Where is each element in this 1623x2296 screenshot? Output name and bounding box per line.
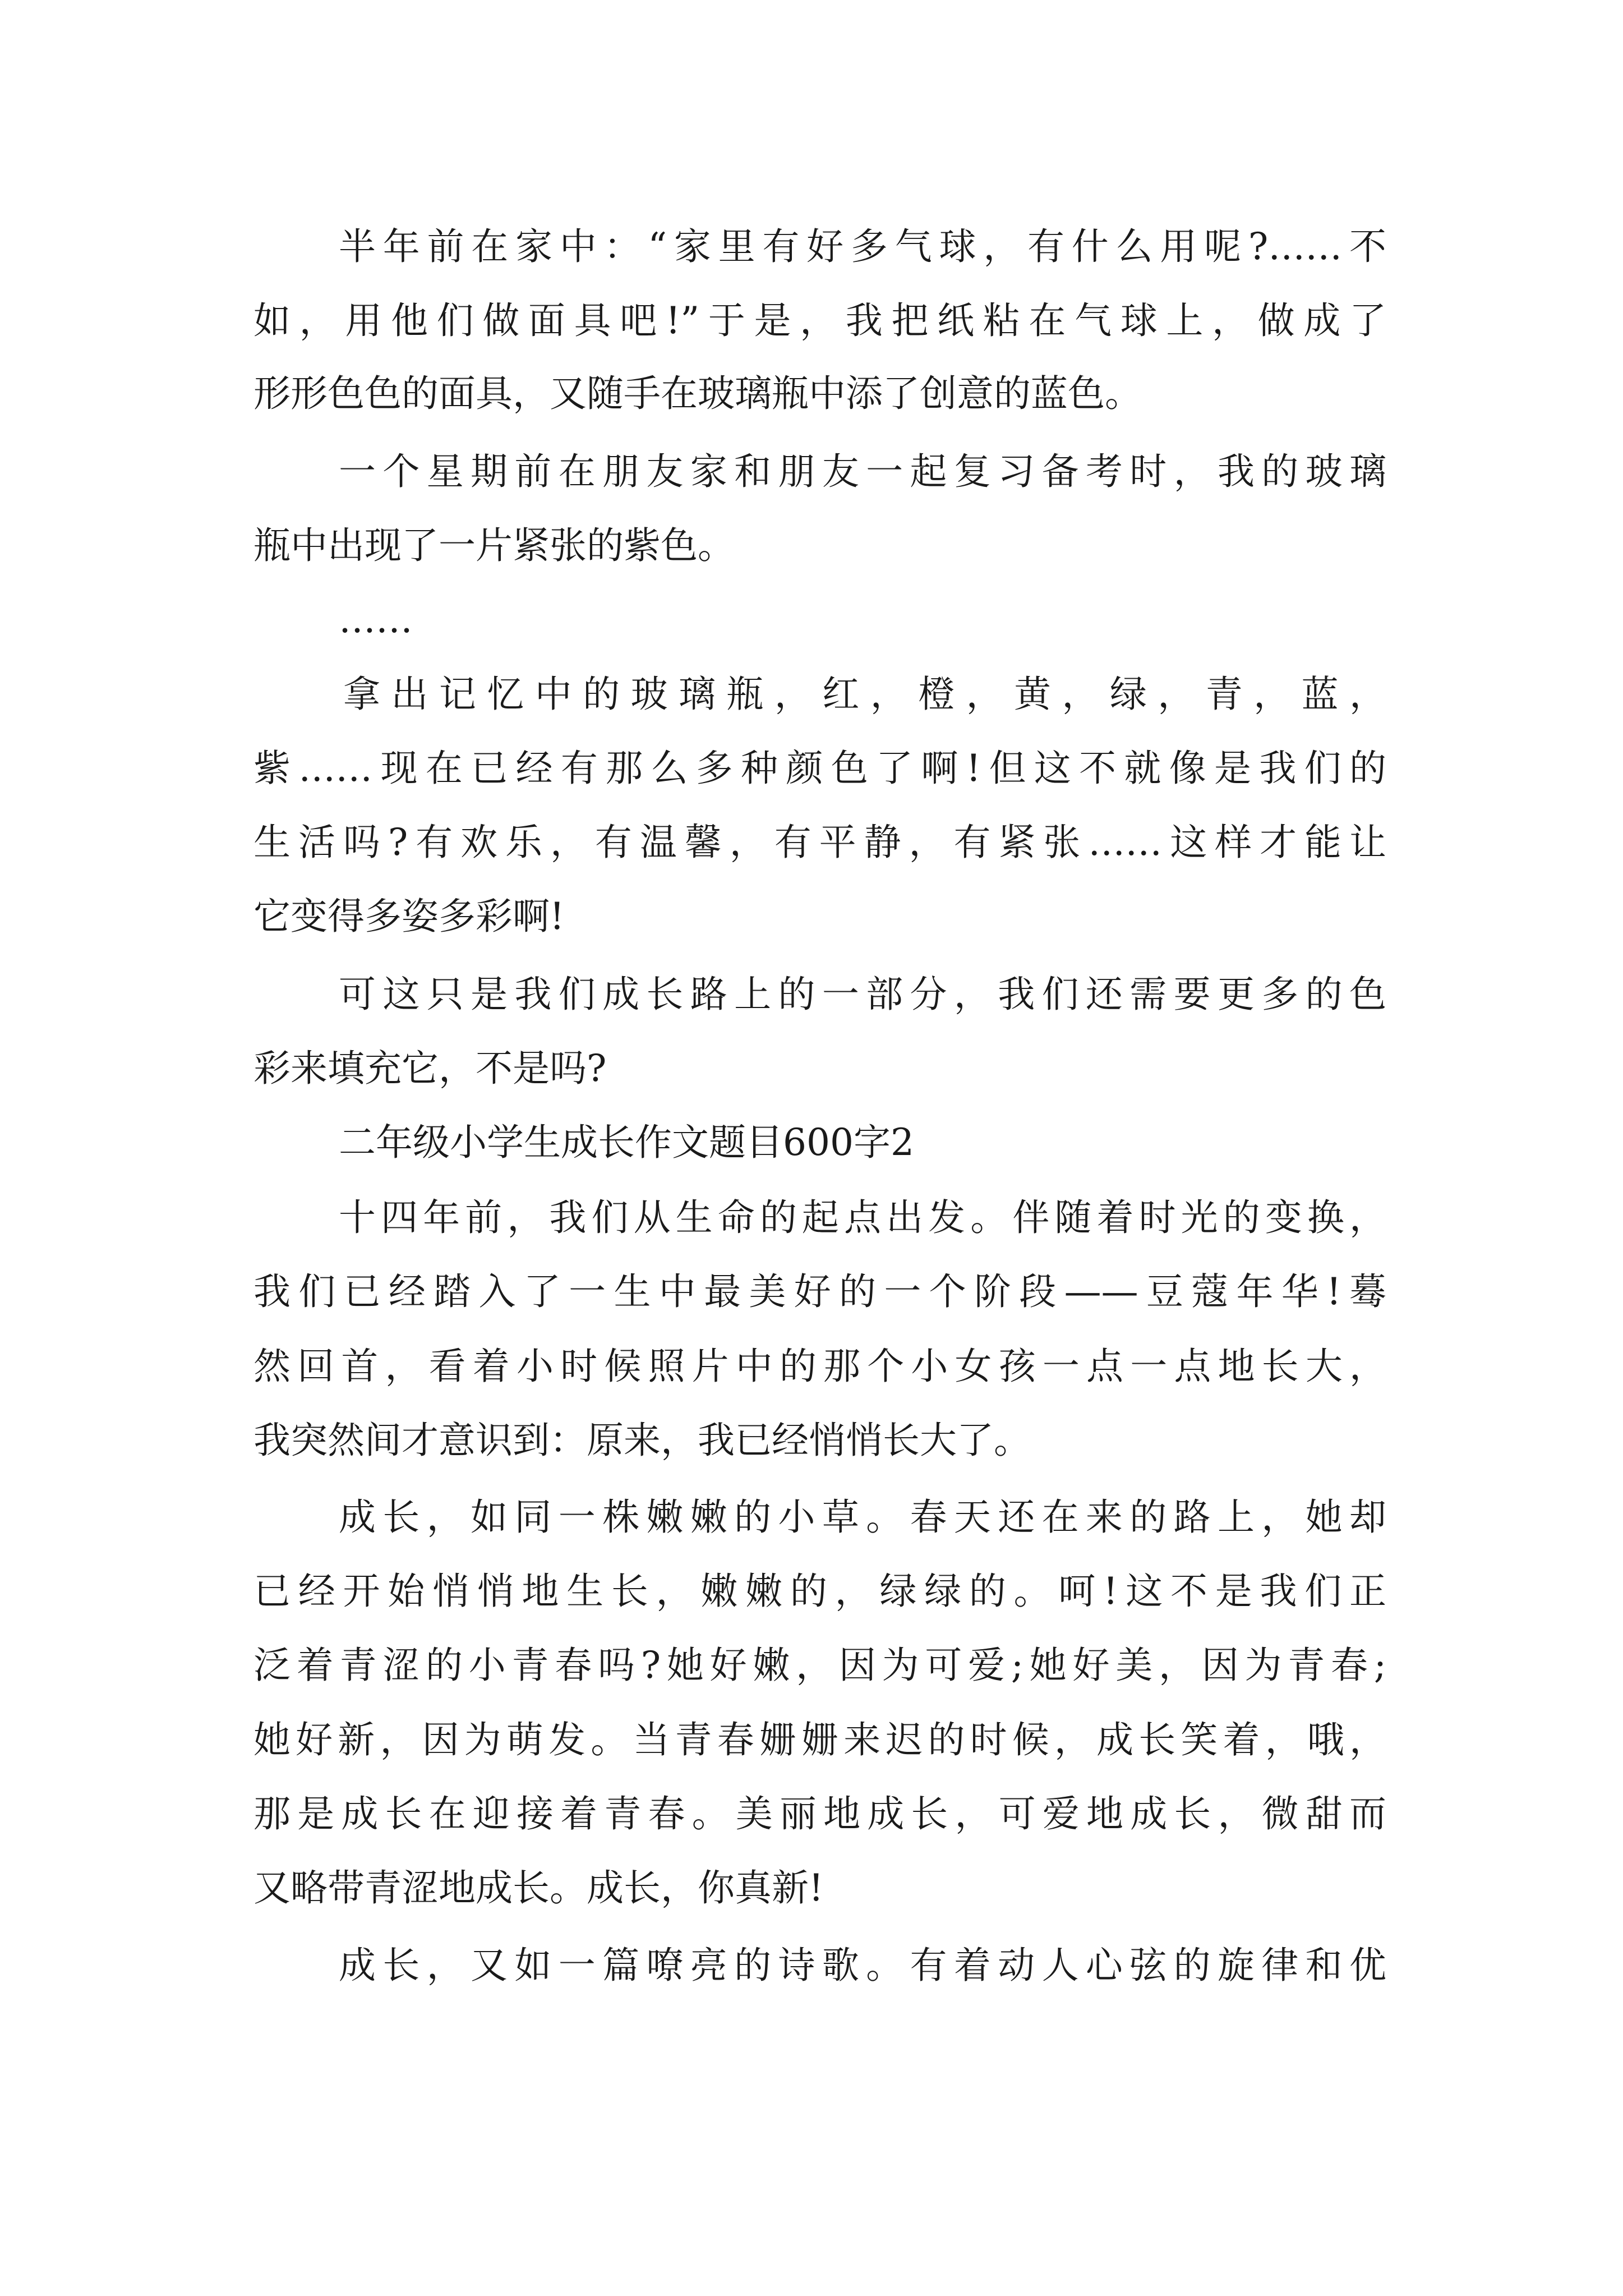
paragraph-line: 生活吗?有欢乐，有温馨，有平静，有紧张……这样才能让 [253, 821, 1386, 864]
paragraph-line: 拿出记忆中的玻璃瓶，红，橙，黄，绿，青，蓝， [343, 673, 1386, 716]
paragraph-line: 紫……现在已经有那么多种颜色了啊!但这不就像是我们的 [253, 747, 1386, 790]
paragraph-line: 如，用他们做面具吧!”于是，我把纸粘在气球上，做成了 [253, 299, 1386, 342]
paragraph-line: 一个星期前在朋友家和朋友一起复习备考时，我的玻璃 [339, 450, 1386, 493]
paragraph-line: …… [339, 598, 413, 641]
paragraph-line: 半年前在家中：“家里有好多气球，有什么用呢?……不 [339, 225, 1386, 268]
paragraph-line: 泛着青涩的小青春吗?她好嫩，因为可爱;她好美，因为青春; [253, 1644, 1386, 1687]
paragraph-line: 我们已经踏入了一生中最美好的一个阶段——豆蔻年华!蓦 [253, 1270, 1386, 1313]
section-heading: 二年级小学生成长作文题目600字2 [339, 1121, 914, 1164]
paragraph-line: 成长，又如一篇嘹亮的诗歌。有着动人心弦的旋律和优 [339, 1944, 1386, 1987]
paragraph-line: 然回首，看着小时候照片中的那个小女孩一点一点地长大， [253, 1345, 1386, 1388]
paragraph-line: 那是成长在迎接着青春。美丽地成长，可爱地成长，微甜而 [253, 1792, 1386, 1835]
paragraph-line: 已经开始悄悄地生长，嫩嫩的，绿绿的。呵!这不是我们正 [253, 1570, 1386, 1613]
paragraph-line: 又略带青涩地成长。成长，你真新! [253, 1866, 824, 1910]
paragraph-line: 它变得多姿多彩啊! [253, 895, 565, 938]
paragraph-line: 十四年前，我们从生命的起点出发。伴随着时光的变换， [339, 1196, 1386, 1239]
paragraph-line: 我突然间才意识到：原来，我已经悄悄长大了。 [253, 1419, 1031, 1462]
paragraph-line: 她好新，因为萌发。当青春姗姗来迟的时候，成长笑着，哦， [253, 1718, 1386, 1761]
paragraph-line: 彩来填充它，不是吗? [253, 1047, 607, 1090]
paragraph-line: 瓶中出现了一片紧张的紫色。 [253, 524, 735, 567]
paragraph-line: 成长，如同一株嫩嫩的小草。春天还在来的路上，她却 [339, 1496, 1386, 1539]
paragraph-line: 形形色色的面具，又随手在玻璃瓶中添了创意的蓝色。 [253, 372, 1142, 415]
paragraph-line: 可这只是我们成长路上的一部分，我们还需要更多的色 [339, 973, 1386, 1016]
